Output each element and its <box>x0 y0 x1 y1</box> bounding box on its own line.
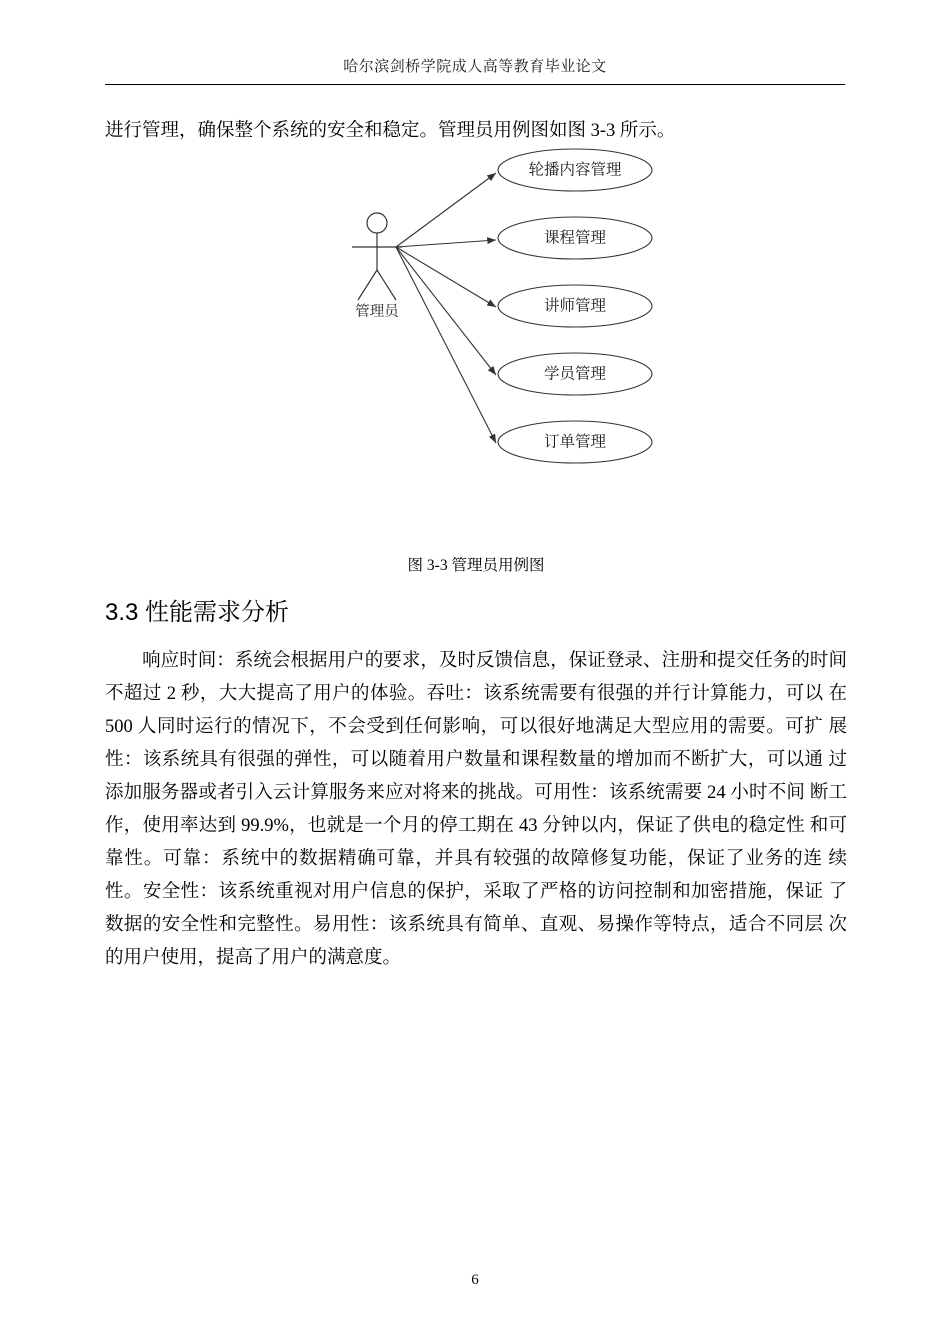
actor-admin <box>352 213 402 300</box>
figure-caption: 图 3-3 管理员用例图 <box>407 557 545 574</box>
section-heading: 3.3 性能需求分析 <box>105 599 290 626</box>
intro-paragraph: 进行管理，确保整个系统的安全和稳定。管理员用例图如图 3-3 所示。 <box>105 121 676 141</box>
header-divider <box>105 84 845 85</box>
performance-paragraph: 响应时间：系统会根据用户的要求，及时反馈信息，保证登录、注册和提交任务的时间不超过 2 秒，大大提高了用户的体验。吞吐：该系统需要有很强的并行计算能力，可以 在 500 人同时运行的情况下，不会受到任何影响，可以很好地满足大型应用的需要。可扩 展性：该系统具有很强的弹性，可以随着用户数量和课程数量的增加而不断扩大，可以通 过添加服务器或者引入云计算服务来应对将来的挑战。可用性：该系统需要 24 小时不间 断工作，使用率达到 99.9%，也就是一个月的停工期在 43 分钟以内，保证了供电的稳定性 和可靠性。可靠：系统中的数据精确可靠，并具有较强的故障修复功能，保证了业务的连 续性。安全性：该系统重视对用户信息的保护，采取了严格的访问控制和加密措施，保证 了数据的安全性和完整性。易用性：该系统具有简单、直观、易操作等特点，适合不同层 次的用户使用，提高了用户的满意度。 <box>105 651 847 968</box>
usecase-label-4: 学员管理 <box>543 365 607 383</box>
usecase-label-1: 轮播内容管理 <box>528 161 622 179</box>
usecase-label-5: 订单管理 <box>543 433 607 451</box>
usecase-label-2: 课程管理 <box>543 229 607 247</box>
actor-label: 管理员 <box>355 304 399 320</box>
page-header: 哈尔滨剑桥学院成人高等教育毕业论文 <box>343 59 607 75</box>
usecase-label-3: 讲师管理 <box>543 297 607 315</box>
page-number: 6 <box>471 1272 479 1288</box>
